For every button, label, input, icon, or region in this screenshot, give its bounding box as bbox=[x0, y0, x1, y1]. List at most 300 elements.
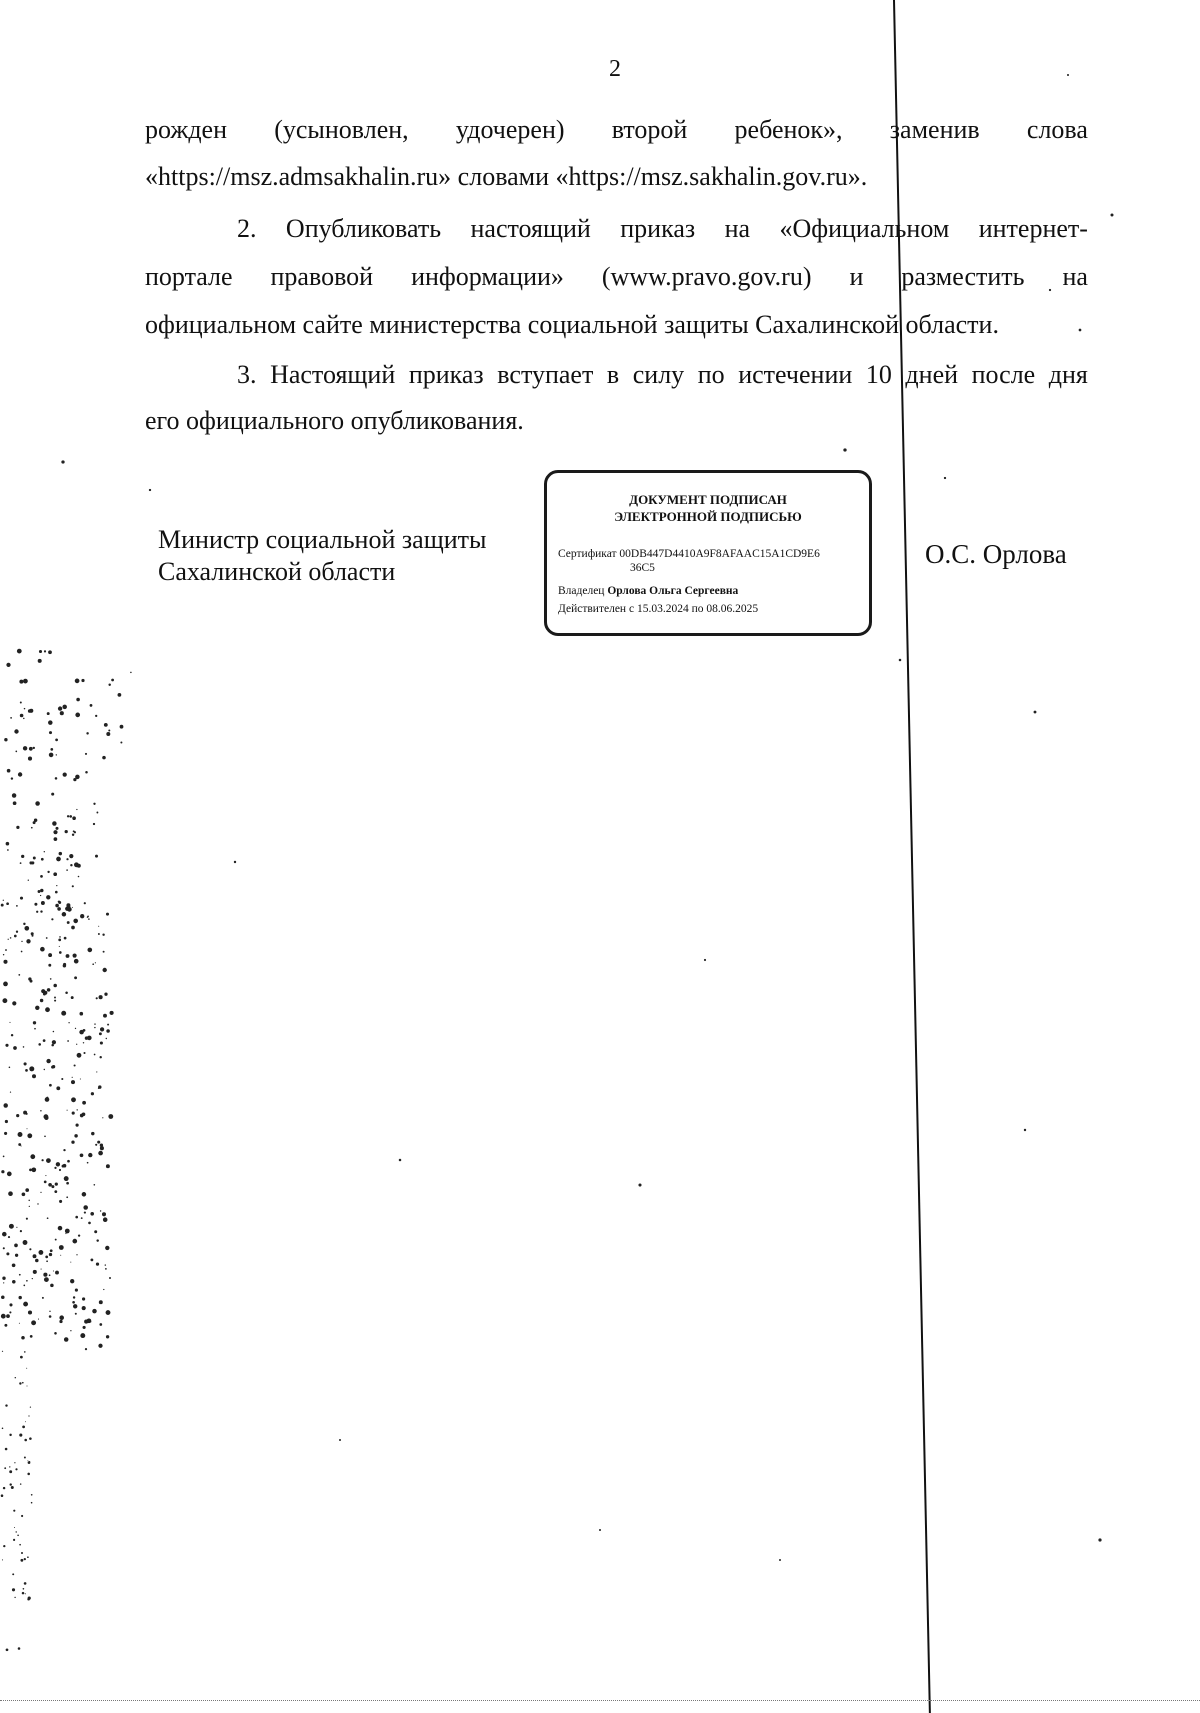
noise-speck bbox=[118, 693, 122, 697]
noise-speck bbox=[638, 1183, 641, 1186]
noise-speck bbox=[100, 1146, 104, 1150]
noise-speck bbox=[2, 1351, 3, 1352]
noise-speck bbox=[106, 1310, 111, 1315]
noise-speck bbox=[106, 732, 110, 736]
noise-speck bbox=[99, 1323, 102, 1326]
noise-speck bbox=[7, 849, 9, 851]
certificate-value-continued: 36C5 bbox=[630, 562, 655, 574]
noise-speck bbox=[41, 1159, 43, 1161]
word: (www.pravo.gov.ru) bbox=[601, 262, 812, 291]
noise-speck bbox=[43, 1273, 47, 1277]
noise-speck bbox=[73, 954, 77, 958]
noise-speck bbox=[83, 1052, 85, 1054]
noise-speck bbox=[12, 1280, 16, 1284]
noise-speck bbox=[72, 816, 76, 820]
noise-speck bbox=[108, 729, 110, 731]
noise-speck bbox=[72, 1112, 75, 1115]
noise-speck bbox=[93, 823, 95, 825]
noise-speck bbox=[28, 757, 32, 761]
noise-speck bbox=[94, 1054, 96, 1056]
noise-speck bbox=[76, 698, 80, 702]
noise-speck bbox=[67, 907, 72, 912]
noise-speck bbox=[74, 831, 76, 833]
noise-speck bbox=[78, 876, 80, 878]
noise-speck bbox=[83, 1029, 86, 1032]
noise-speck bbox=[60, 1255, 61, 1256]
owner-name: Орлова Ольга Сергеевна bbox=[607, 585, 739, 597]
noise-speck bbox=[3, 960, 7, 964]
word: разместить bbox=[901, 262, 1025, 291]
noise-speck bbox=[98, 1085, 101, 1088]
noise-speck bbox=[40, 895, 41, 896]
noise-speck bbox=[82, 1192, 87, 1197]
noise-speck bbox=[19, 1274, 21, 1276]
noise-speck bbox=[38, 1043, 41, 1046]
noise-speck bbox=[19, 1296, 22, 1299]
noise-speck bbox=[6, 983, 7, 984]
noise-speck bbox=[10, 1092, 11, 1093]
noise-speck bbox=[75, 1289, 78, 1292]
noise-speck bbox=[104, 723, 108, 727]
stamp-owner bbox=[558, 585, 738, 597]
noise-speck bbox=[70, 1279, 74, 1283]
noise-speck bbox=[3, 1247, 5, 1249]
noise-speck bbox=[23, 1111, 27, 1115]
paragraph-3-line-2: его официального опубликования. bbox=[145, 406, 524, 435]
noise-speck bbox=[51, 1044, 54, 1047]
noise-speck bbox=[22, 1592, 25, 1595]
noise-speck bbox=[47, 712, 50, 715]
noise-speck bbox=[65, 1233, 66, 1234]
noise-speck bbox=[70, 1262, 71, 1263]
noise-speck bbox=[44, 851, 45, 852]
noise-speck bbox=[27, 1473, 30, 1476]
noise-speck bbox=[38, 1250, 43, 1255]
noise-speck bbox=[26, 1218, 28, 1220]
noise-speck bbox=[20, 1230, 22, 1232]
noise-speck bbox=[81, 679, 84, 682]
noise-speck bbox=[92, 1309, 97, 1314]
noise-speck bbox=[8, 1191, 13, 1196]
noise-speck bbox=[26, 939, 30, 943]
noise-speck bbox=[19, 1323, 20, 1324]
noise-speck bbox=[23, 1285, 25, 1287]
noise-speck bbox=[3, 900, 4, 901]
noise-speck bbox=[29, 1461, 30, 1462]
noise-speck bbox=[106, 1029, 110, 1033]
noise-speck bbox=[18, 1132, 23, 1137]
noise-speck bbox=[84, 902, 86, 904]
noise-speck bbox=[61, 1011, 66, 1016]
noise-speck bbox=[34, 1028, 36, 1030]
noise-speck bbox=[27, 1460, 28, 1461]
paragraph-2-line-1 bbox=[145, 214, 1088, 243]
noise-speck bbox=[40, 999, 43, 1002]
noise-speck bbox=[72, 1077, 73, 1078]
noise-speck bbox=[34, 819, 37, 822]
paragraph-2 bbox=[145, 214, 1088, 339]
noise-speck bbox=[339, 1439, 341, 1441]
signatory-name: О.С. Орлова bbox=[925, 539, 1067, 569]
noise-speck bbox=[81, 1217, 83, 1219]
noise-speck bbox=[55, 777, 58, 780]
noise-speck bbox=[50, 1249, 53, 1252]
noise-speck bbox=[36, 911, 38, 913]
noise-speck bbox=[24, 708, 26, 710]
noise-speck bbox=[87, 1162, 89, 1164]
noise-speck bbox=[24, 1439, 27, 1442]
noise-speck bbox=[105, 1246, 109, 1250]
noise-speck bbox=[106, 1038, 107, 1039]
noise-speck bbox=[15, 1254, 18, 1257]
noise-speck bbox=[80, 1153, 84, 1157]
noise-speck bbox=[83, 1205, 88, 1210]
noise-speck bbox=[50, 1284, 54, 1288]
noise-speck bbox=[84, 1320, 88, 1324]
stamp-header bbox=[547, 491, 869, 525]
noise-speck bbox=[899, 659, 902, 662]
noise-speck bbox=[4, 1132, 7, 1135]
noise-speck bbox=[67, 815, 69, 817]
noise-speck bbox=[3, 1156, 5, 1158]
noise-speck bbox=[62, 705, 67, 710]
word: дней bbox=[905, 360, 959, 389]
noise-speck bbox=[100, 1144, 103, 1147]
noise-speck bbox=[47, 988, 51, 992]
noise-speck bbox=[55, 904, 59, 908]
noise-speck bbox=[63, 1164, 67, 1168]
noise-speck bbox=[16, 905, 18, 907]
noise-speck bbox=[24, 1558, 26, 1560]
noise-speck bbox=[399, 1159, 402, 1162]
noise-speck bbox=[54, 1332, 57, 1335]
noise-speck bbox=[46, 937, 48, 939]
word: по bbox=[697, 360, 725, 389]
noise-speck bbox=[54, 837, 58, 841]
noise-speck bbox=[24, 1062, 27, 1065]
noise-speck bbox=[65, 1229, 70, 1234]
noise-speck bbox=[49, 1315, 52, 1318]
noise-speck bbox=[1, 1170, 4, 1173]
noise-speck bbox=[14, 1527, 15, 1528]
noise-speck bbox=[42, 1297, 44, 1299]
noise-speck bbox=[20, 862, 22, 864]
noise-speck bbox=[20, 1559, 23, 1562]
noise-speck bbox=[61, 1078, 63, 1080]
noise-speck bbox=[85, 771, 88, 774]
noise-speck bbox=[6, 1648, 9, 1651]
noise-speck bbox=[14, 1244, 18, 1248]
noise-speck bbox=[50, 748, 53, 751]
noise-speck bbox=[95, 1144, 97, 1146]
noise-speck bbox=[49, 1311, 50, 1312]
noise-speck bbox=[31, 861, 34, 864]
noise-speck bbox=[70, 864, 72, 866]
noise-speck bbox=[51, 1185, 54, 1188]
noise-speck bbox=[56, 857, 61, 862]
noise-speck bbox=[843, 448, 846, 451]
noise-speck bbox=[50, 978, 52, 980]
noise-speck bbox=[35, 801, 40, 806]
item-number: 3. bbox=[237, 360, 257, 389]
noise-speck bbox=[5, 1404, 7, 1406]
noise-speck bbox=[120, 741, 122, 743]
noise-speck bbox=[96, 1239, 98, 1241]
noise-speck bbox=[26, 1368, 27, 1369]
noise-speck bbox=[71, 1097, 76, 1102]
noise-speck bbox=[24, 1457, 26, 1459]
noise-speck bbox=[61, 460, 64, 463]
word: силу bbox=[632, 360, 685, 389]
noise-speck bbox=[66, 1196, 68, 1198]
noise-speck bbox=[48, 964, 51, 967]
noise-speck bbox=[1098, 1538, 1101, 1541]
noise-speck bbox=[21, 1145, 22, 1146]
noise-speck bbox=[17, 1535, 19, 1537]
paragraph-2-line-2 bbox=[145, 262, 1088, 291]
noise-speck bbox=[79, 1012, 83, 1016]
noise-speck bbox=[44, 1277, 49, 1282]
noise-speck bbox=[90, 1258, 93, 1261]
noise-speck bbox=[21, 951, 23, 953]
noise-speck bbox=[74, 1064, 76, 1066]
noise-speck bbox=[67, 921, 70, 924]
noise-speck bbox=[45, 1256, 48, 1259]
noise-speck bbox=[33, 857, 36, 860]
noise-speck bbox=[19, 680, 23, 684]
noise-speck bbox=[67, 1160, 70, 1163]
noise-speck bbox=[55, 1239, 57, 1241]
noise-speck bbox=[99, 1032, 102, 1035]
noise-speck bbox=[60, 711, 64, 715]
noise-speck bbox=[23, 1588, 25, 1590]
noise-speck bbox=[66, 906, 69, 909]
noise-speck bbox=[55, 891, 58, 894]
noise-speck bbox=[100, 1041, 103, 1044]
noise-speck bbox=[109, 1277, 111, 1279]
noise-speck bbox=[96, 997, 98, 999]
noise-speck bbox=[18, 1143, 21, 1146]
word: заменив bbox=[889, 115, 980, 144]
noise-speck bbox=[97, 1141, 100, 1144]
noise-speck bbox=[28, 1461, 31, 1464]
noise-speck bbox=[80, 1114, 84, 1118]
noise-speck bbox=[87, 916, 89, 918]
noise-speck bbox=[9, 1022, 10, 1023]
noise-speck bbox=[29, 1066, 34, 1071]
noise-speck bbox=[66, 858, 68, 860]
noise-speck bbox=[55, 739, 58, 742]
word: удочерен) bbox=[455, 115, 565, 144]
noise-speck bbox=[21, 855, 24, 858]
noise-speck bbox=[41, 858, 44, 861]
noise-speck bbox=[110, 1011, 114, 1015]
noise-speck bbox=[14, 935, 17, 938]
noise-speck bbox=[21, 1515, 23, 1517]
noise-speck bbox=[91, 1092, 94, 1095]
noise-speck bbox=[27, 1386, 28, 1387]
noise-speck bbox=[48, 1183, 52, 1187]
noise-speck bbox=[31, 1494, 33, 1496]
noise-speck bbox=[108, 1114, 113, 1119]
noise-speck bbox=[43, 1039, 46, 1042]
noise-speck bbox=[20, 897, 23, 900]
noise-speck bbox=[30, 980, 33, 983]
noise-speck bbox=[31, 932, 34, 935]
word: на bbox=[724, 214, 751, 243]
noise-speck bbox=[10, 1483, 12, 1485]
noise-speck bbox=[27, 1133, 32, 1138]
item-number: 2. bbox=[237, 214, 257, 243]
noise-speck bbox=[149, 489, 151, 491]
noise-speck bbox=[6, 663, 10, 667]
noise-speck bbox=[66, 1182, 69, 1185]
noise-speck bbox=[38, 890, 41, 893]
noise-speck bbox=[43, 993, 46, 996]
noise-speck bbox=[76, 809, 77, 810]
noise-speck bbox=[20, 1356, 23, 1359]
noise-speck bbox=[57, 907, 61, 911]
noise-speck bbox=[16, 1227, 17, 1228]
word: дня bbox=[1048, 360, 1088, 389]
noise-speck bbox=[40, 1110, 42, 1112]
word: приказ bbox=[408, 360, 484, 389]
noise-speck bbox=[12, 793, 16, 797]
noise-speck bbox=[47, 1217, 49, 1219]
noise-speck bbox=[49, 753, 54, 758]
noise-speck bbox=[99, 1056, 101, 1058]
noise-speck bbox=[77, 1053, 82, 1058]
noise-speck bbox=[90, 1212, 94, 1216]
noise-speck bbox=[56, 1162, 60, 1166]
noise-speck bbox=[14, 1597, 15, 1598]
noise-speck bbox=[44, 650, 46, 652]
noise-speck bbox=[87, 948, 92, 953]
noise-speck bbox=[108, 683, 110, 685]
noise-speck bbox=[23, 1240, 28, 1245]
noise-speck bbox=[72, 833, 74, 835]
noise-speck bbox=[45, 1175, 46, 1176]
noise-speck bbox=[56, 1086, 60, 1090]
noise-speck bbox=[80, 914, 84, 918]
noise-speck bbox=[98, 1151, 103, 1156]
noise-speck bbox=[47, 871, 49, 873]
noise-speck bbox=[58, 901, 61, 904]
noise-speck bbox=[98, 1088, 99, 1089]
noise-speck bbox=[37, 1203, 38, 1204]
noise-speck bbox=[100, 1210, 101, 1211]
noise-speck bbox=[74, 976, 77, 979]
noise-speck bbox=[28, 1200, 29, 1201]
noise-speck bbox=[31, 1320, 36, 1325]
noise-speck bbox=[88, 1153, 92, 1157]
noise-speck bbox=[5, 949, 7, 951]
noise-speck bbox=[34, 903, 37, 906]
noise-speck bbox=[41, 1269, 42, 1270]
noise-speck bbox=[22, 1382, 24, 1384]
noise-speck bbox=[21, 1552, 23, 1554]
noise-speck bbox=[31, 1502, 33, 1504]
noise-speck bbox=[83, 1326, 86, 1329]
noise-speck bbox=[70, 1330, 71, 1331]
word: интернет- bbox=[978, 214, 1088, 243]
noise-speck bbox=[88, 1222, 91, 1225]
noise-speck bbox=[54, 1190, 57, 1193]
noise-speck bbox=[19, 1382, 21, 1384]
noise-speck bbox=[66, 869, 68, 871]
noise-speck bbox=[53, 872, 57, 876]
paragraph-1 bbox=[145, 115, 1088, 191]
noise-speck bbox=[1067, 74, 1069, 76]
noise-speck bbox=[11, 1486, 14, 1489]
noise-speck bbox=[30, 1406, 31, 1407]
noise-speck bbox=[94, 1230, 97, 1233]
paragraph-2-line-3: официальном сайте министерства социальной защиты Сахалинской области. bbox=[145, 310, 999, 339]
noise-speck bbox=[31, 935, 33, 937]
stamp-header-line-1: ДОКУМЕНТ ПОДПИСАН bbox=[629, 492, 787, 507]
noise-speck bbox=[73, 778, 76, 781]
noise-speck bbox=[59, 1315, 64, 1320]
noise-speck bbox=[103, 1217, 108, 1222]
noise-speck bbox=[33, 747, 35, 749]
noise-speck bbox=[66, 954, 70, 958]
noise-speck bbox=[99, 995, 103, 999]
paragraph-3 bbox=[145, 360, 1088, 435]
noise-speck bbox=[46, 1260, 48, 1262]
noise-speck bbox=[82, 1297, 85, 1300]
noise-speck bbox=[73, 830, 75, 832]
noise-speck bbox=[53, 830, 57, 834]
noise-speck bbox=[103, 1014, 107, 1018]
noise-speck bbox=[73, 1296, 75, 1298]
noise-speck bbox=[13, 1046, 17, 1050]
noise-speck bbox=[85, 1348, 87, 1350]
noise-speck bbox=[33, 1270, 37, 1274]
noise-speck bbox=[20, 702, 22, 704]
noise-speck bbox=[24, 1351, 26, 1353]
noise-speck bbox=[2, 1559, 3, 1560]
noise-speck bbox=[52, 1040, 56, 1044]
owner-label: Владелец bbox=[558, 585, 605, 597]
noise-speck bbox=[96, 1262, 99, 1265]
word: после bbox=[971, 360, 1036, 389]
noise-speck bbox=[35, 1006, 39, 1010]
word: истечении bbox=[738, 360, 853, 389]
noise-speck bbox=[23, 923, 25, 925]
noise-speck bbox=[10, 717, 12, 719]
noise-speck bbox=[46, 895, 50, 899]
noise-speck bbox=[48, 953, 52, 957]
noise-speck bbox=[21, 941, 22, 942]
noise-speck bbox=[22, 1192, 26, 1196]
noise-speck bbox=[11, 1034, 13, 1036]
noise-speck bbox=[82, 1101, 86, 1105]
noise-speck bbox=[21, 1336, 25, 1340]
noise-speck bbox=[96, 812, 98, 814]
noise-speck bbox=[599, 1529, 601, 1531]
noise-speck bbox=[25, 1421, 26, 1422]
noise-speck bbox=[82, 1306, 86, 1310]
noise-speck bbox=[64, 937, 67, 940]
noise-speck bbox=[32, 1074, 36, 1078]
noise-speck bbox=[13, 801, 17, 805]
noise-speck bbox=[72, 1239, 77, 1244]
noise-speck bbox=[29, 1169, 32, 1172]
noise-speck bbox=[75, 1028, 76, 1029]
noise-speck bbox=[86, 732, 88, 734]
noise-speck bbox=[59, 1169, 61, 1171]
noise-speck bbox=[18, 974, 20, 976]
